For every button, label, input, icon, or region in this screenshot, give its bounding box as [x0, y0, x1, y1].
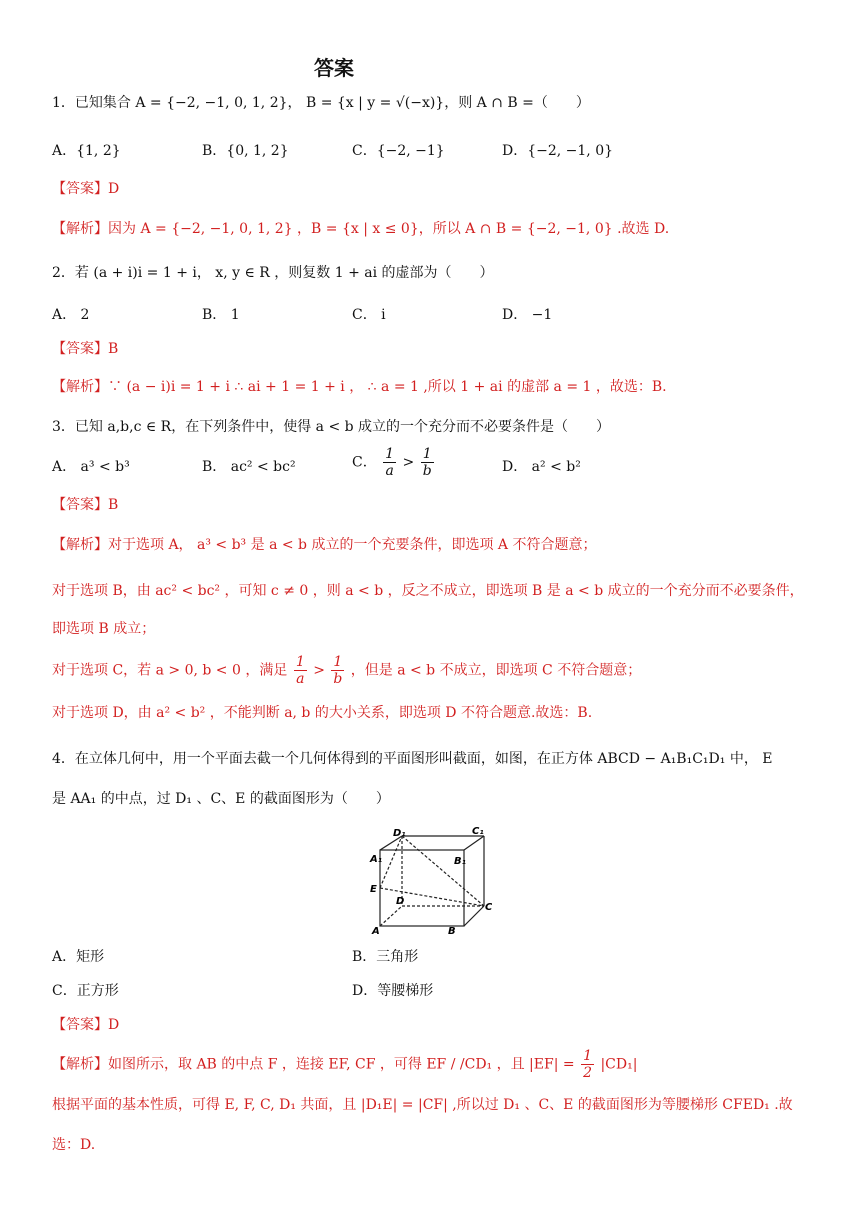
q3-analysis-5: 对于选项 D，由 a² < b² ，不能判断 a, b 的大小关系，即选项 D 不符合题意.故选：B.: [52, 705, 593, 721]
q4-stem-1: 4．在立体几何中，用一个平面去截一个几何体得到的平面图形叫截面，如图，在正方体 ABCD − A₁B₁C₁D₁ 中， E: [52, 751, 773, 767]
q2-option-d: D． −1: [502, 307, 553, 323]
q3-option-c-frac2: $\frac{1}{b}$: [422, 446, 432, 479]
q4-analysis-2: 根据平面的基本性质，可得 E, F, C, D₁ 共面，且 |D₁E| = |CF| ,所以过 D₁ 、C、E 的截面图形为等腰梯形 CFED₁ .故: [52, 1097, 793, 1113]
q2-analysis: 【解析】∵ (a − i)i = 1 + i ∴ ai + 1 = 1 + i ， ∴ a = 1 ,所以 1 + ai 的虚部 a = 1 ，故选：B.: [52, 379, 667, 395]
q3-option-c-label: C．: [352, 454, 377, 471]
q2-answer: 【答案】B: [52, 341, 119, 357]
q3-analysis-frac2: $\frac{1}{b}$: [333, 654, 343, 687]
q4-stem-2: 是 AA₁ 的中点，过 D₁ 、C、E 的截面图形为（ ）: [52, 791, 390, 807]
q3-option-a: A． a³ < b³: [52, 459, 130, 475]
q3-option-b: B． ac² < bc²: [202, 459, 296, 475]
label-d: D: [396, 896, 405, 907]
page-title: 答案: [314, 56, 354, 80]
label-b1: B₁: [454, 856, 467, 867]
q2-option-a: A． 2: [52, 307, 90, 323]
section-d1c: [402, 836, 484, 906]
q4-analysis-3: 选：D.: [52, 1137, 96, 1153]
q1-option-c: C．{−2, −1}: [352, 143, 445, 159]
q4-option-b: B．三角形: [352, 949, 419, 965]
label-c1: C₁: [472, 826, 484, 837]
q4-answer: 【答案】D: [52, 1017, 120, 1033]
q3-analysis-frac1: $\frac{1}{a}$: [295, 654, 305, 687]
q3-option-c: C． $\frac{1}{a}$ > $\frac{1}{b}$: [352, 446, 432, 479]
q1-stem: 1．已知集合 A = {−2, −1, 0, 1, 2}， B = {x | y = √(−x)}，则 A ∩ B =（ ）: [52, 95, 590, 111]
cube-figure: [368, 826, 492, 936]
label-d1: D₁: [393, 828, 406, 839]
label-a1: A₁: [370, 854, 383, 865]
q3-analysis-4: 对于选项 C，若 a > 0, b < 0 ，满足 $\frac{1}{a}$ > $\frac{1}{b}$ ，但是 a < b 不成立，即选项 C 不符合题意；: [52, 654, 642, 687]
cube-edge-ad: [380, 906, 402, 926]
q2-stem: 2．若 (a + i)i = 1 + i， x, y ∈ R ，则复数 1 + ai 的虚部为（ ）: [52, 265, 494, 281]
q4-option-a: A．矩形: [52, 949, 105, 965]
q1-answer: 【答案】D: [52, 181, 120, 197]
q3-analysis-2: 对于选项 B，由 ac² < bc² ，可知 c ≠ 0 ，则 a < b ，反之不成立，即选项 B 是 a < b 成立的一个充分而不必要条件，: [52, 583, 804, 599]
section-ed1: [380, 836, 402, 888]
q1-option-a: A．{1, 2}: [52, 143, 121, 159]
label-c: C: [485, 902, 492, 913]
q3-option-d: D． a² < b²: [502, 459, 581, 475]
q3-stem: 3．已知 a,b,c ∈ R，在下列条件中，使得 a < b 成立的一个充分而不必要条件是（ ）: [52, 419, 611, 435]
q4-option-d: D．等腰梯形: [352, 983, 434, 999]
label-e: E: [370, 884, 377, 895]
q3-analysis-1: 【解析】对于选项 A， a³ < b³ 是 a < b 成立的一个充要条件，即选项 A 不符合题意；: [52, 537, 597, 553]
q2-option-c: C． i: [352, 307, 386, 323]
q4-analysis-frac: $\frac{1}{2}$: [583, 1048, 592, 1081]
q4-option-c: C．正方形: [52, 983, 119, 999]
label-a: A: [372, 926, 380, 936]
cube-edge-b1c1: [464, 836, 484, 850]
q4-analysis-1: 【解析】如图所示，取 AB 的中点 F ，连接 EF, CF ，可得 EF / /CD₁ ，且 |EF| = $\frac{1}{2}$ |CD₁|: [52, 1048, 638, 1081]
q1-analysis: 【解析】因为 A = {−2, −1, 0, 1, 2} ，B = {x | x ≤ 0}，所以 A ∩ B = {−2, −1, 0} .故选 D.: [52, 221, 670, 237]
cube-edge-bc: [464, 906, 484, 926]
q2-option-b: B． 1: [202, 307, 240, 323]
q1-option-d: D．{−2, −1, 0}: [502, 143, 614, 159]
q3-option-c-frac1: $\frac{1}{a}$: [385, 446, 395, 479]
q1-option-b: B．{0, 1, 2}: [202, 143, 289, 159]
label-b: B: [448, 926, 456, 936]
q3-answer: 【答案】B: [52, 497, 119, 513]
q3-analysis-3: 即选项 B 成立；: [52, 621, 156, 637]
